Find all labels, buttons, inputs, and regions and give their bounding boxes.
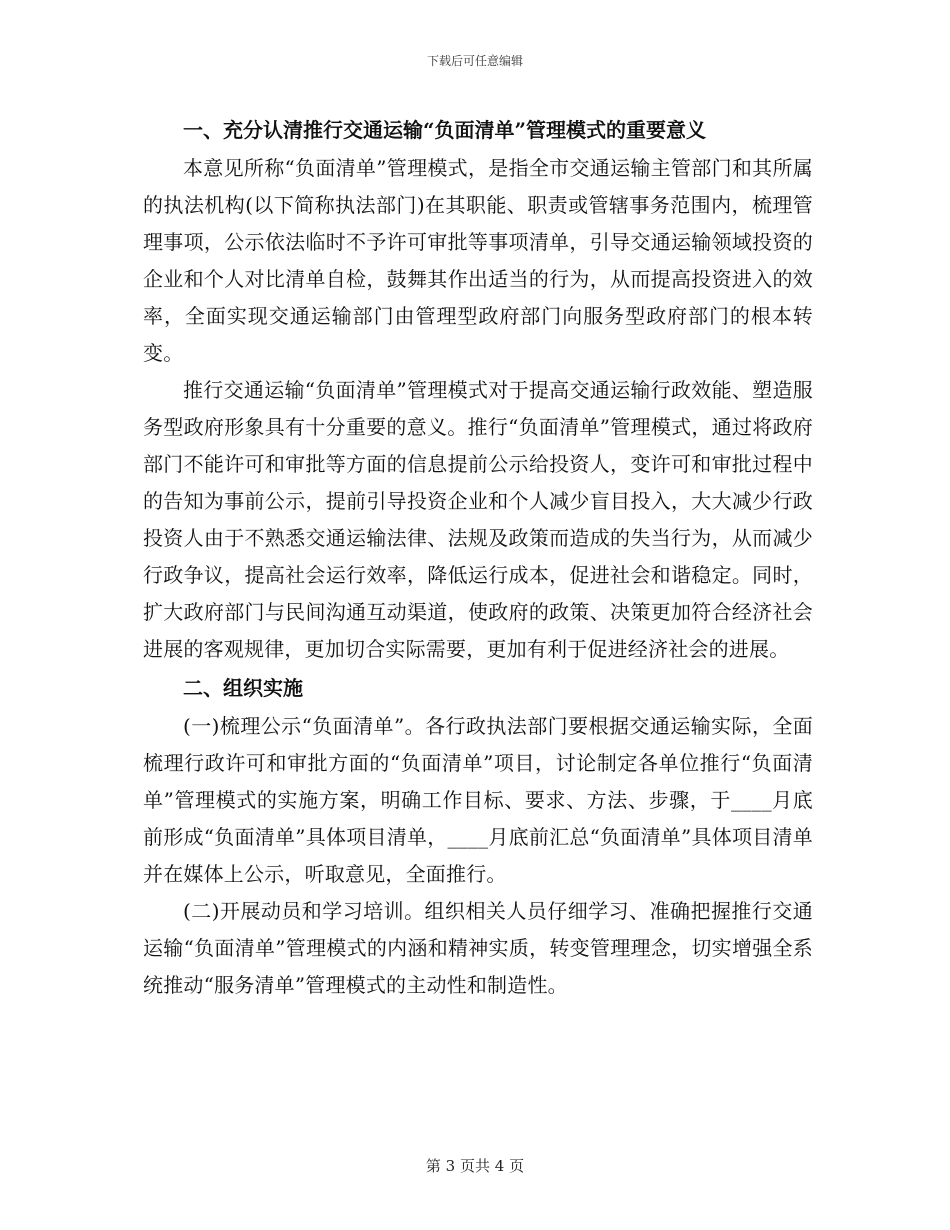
page-header-note: 下载后可任意编辑	[426, 54, 523, 68]
section-2-paragraph-1: (一)梳理公示“负面清单”。各行政执法部门要根据交通运输实际，全面梳理行政许可和审批方面的“负面清单”项目，讨论制定各单位推行“负面清单”管理模式的实施方案，明确工作目标、要求、方法、步骤，于____月底前形成“负面清单”具体项目清单，____月底前汇总“负面清单”具体项目清单并在媒体上公示，听取意见，全面推行。	[143, 714, 813, 886]
document-body	[143, 110, 813, 1004]
section-2-heading: 二、组织实施	[183, 676, 303, 700]
section-2-paragraph-2: (二)开展动员和学习培训。组织相关人员仔细学习、准确把握推行交通运输“负面清单”管理模式的内涵和精神实质，转变管理理念，切实增强全系统推动“服务清单”管理模式的主动性和制造性。	[143, 899, 813, 997]
page-number-footer: 第 3 页共 4 页	[425, 1157, 525, 1175]
section-1-paragraph-2: 推行交通运输“负面清单”管理模式对于提高交通运输行政效能、塑造服务型政府形象具有十分重要的意义。推行“负面清单”管理模式，通过将政府部门不能许可和审批等方面的信息提前公示给投资人，变许可和审批过程中的告知为事前公示，提前引导投资企业和个人减少盲目投入，大大减少行政投资人由于不熟悉交通运输法律、法规及政策而造成的失当行为，从而减少行政争议，提高社会运行效率，降低运行成本，促进社会和谐稳定。同时，扩大政府部门与民间沟通互动渠道，使政府的政策、决策更加符合经济社会进展的客观规律，更加切合实际需要，更加有利于促进经济社会的进展。	[143, 378, 813, 661]
section-1-heading: 一、充分认清推行交通运输“负面清单”管理模式的重要意义	[183, 118, 707, 142]
section-1-paragraph-1: 本意见所称“负面清单”管理模式，是指全市交通运输主管部门和其所属的执法机构(以下简称执法部门)在其职能、职责或管辖事务范围内，梳理管理事项，公示依法临时不予许可审批等事项清单，引导交通运输领域投资的企业和个人对比清单自检，鼓舞其作出适当的行为，从而提高投资进入的效率，全面实现交通运输部门由管理型政府部门向服务型政府部门的根本转变。	[143, 156, 813, 365]
